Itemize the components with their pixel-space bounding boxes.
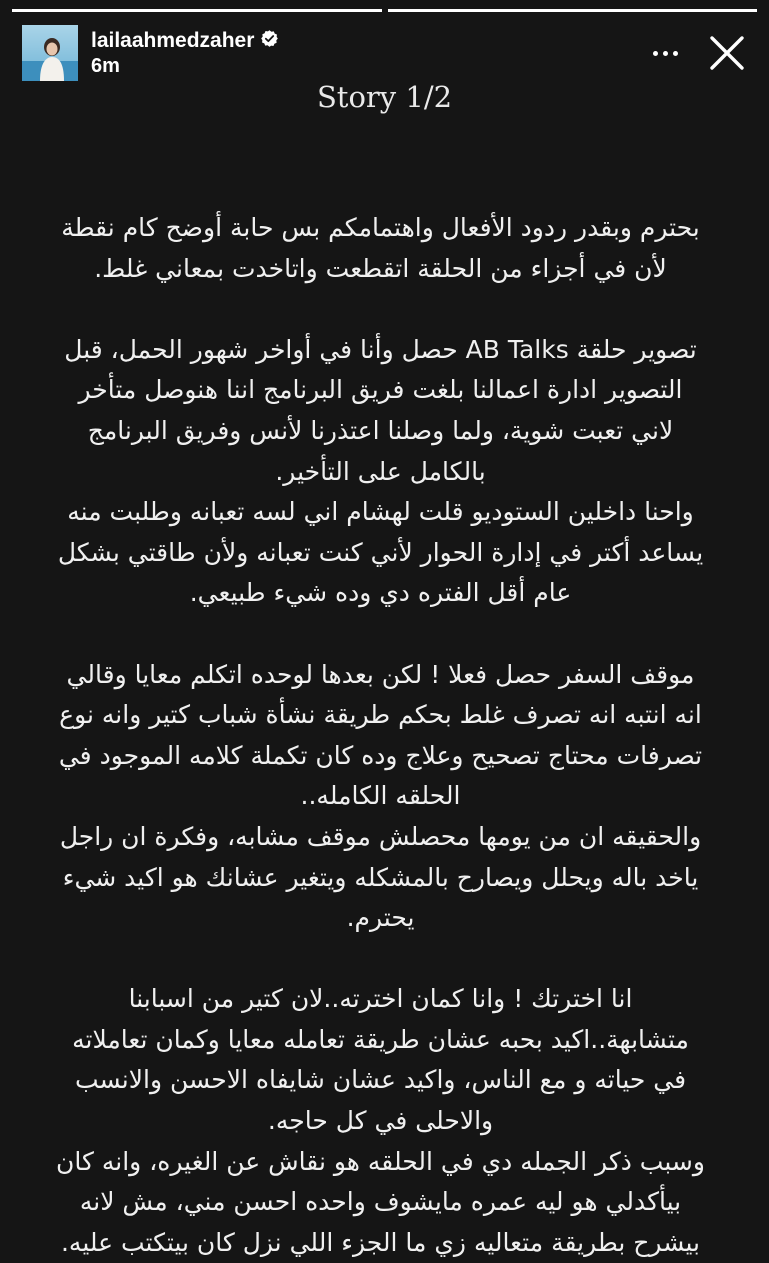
post-time: 6m bbox=[91, 54, 120, 77]
story-paragraph-4: موقف السفر حصل فعلا ! لكن بعدها لوحده اتكلم معايا وقالي انه انتبه انه تصرف غلط بحكم طريقة نشأة شباب كتير وانه نوع تصرفات محتاج تصحيح وعلاج وده كان تكملة كلامه الموجود في الحلقه الكامله.. bbox=[58, 659, 703, 811]
story-header bbox=[22, 24, 751, 82]
progress-segment-1 bbox=[12, 9, 382, 12]
more-dots-icon bbox=[673, 51, 678, 56]
more-dots-icon bbox=[663, 51, 668, 56]
story-progress-bar bbox=[12, 9, 757, 12]
story-title: Story 1/2 bbox=[316, 80, 453, 114]
paragraph-gap bbox=[56, 614, 705, 655]
more-options-button[interactable] bbox=[641, 29, 689, 77]
paragraph-gap bbox=[56, 939, 705, 980]
story-paragraph-1: بحترم وبقدر ردود الأفعال واهتمامكم بس حابة أوضح كام نقطة لأن في أجزاء من الحلقة اتقطعت واتاخدت بمعاني غلط. bbox=[61, 213, 700, 283]
avatar[interactable] bbox=[22, 25, 78, 81]
avatar-image bbox=[22, 25, 78, 81]
progress-fill-2 bbox=[388, 9, 758, 12]
username[interactable]: lailaahmedzaher bbox=[91, 28, 255, 52]
progress-fill-1 bbox=[12, 9, 382, 12]
story-paragraph-2: تصوير حلقة AB Talks حصل وأنا في أواخر شهور الحمل، قبل التصوير ادارة اعمالنا بلغت فريق البرنامج اننا هنوصل متأخر لاني تعبت شوية، ولما وصلنا اعتذرنا لأنس وفريق البرنامج بالكامل على التأخير. bbox=[64, 334, 697, 486]
more-dots-icon bbox=[653, 51, 658, 56]
story-paragraph-5: والحقيقه ان من يومها محصلش موقف مشابه، وفكرة ان راجل ياخد باله ويحلل ويصارح بالمشكله ويتغير عشانك هو اكيد شيء يحترم. bbox=[59, 821, 702, 933]
verified-badge-icon bbox=[260, 29, 279, 52]
story-paragraph-7: وسبب ذكر الجمله دي في الحلقه هو نقاش عن الغيره، وانه كان بيأكدلي هو ليه عمره مايشوف واحده احسن مني، مش لانه بيشرح بطريقة متعاليه زي ما الجزء اللي نزل كان بيتكتب عليه. bbox=[56, 1146, 705, 1257]
close-icon bbox=[708, 34, 746, 72]
close-button[interactable] bbox=[703, 29, 751, 77]
progress-segment-2 bbox=[388, 9, 758, 12]
name-row bbox=[91, 29, 279, 53]
paragraph-gap bbox=[56, 289, 705, 330]
story-paragraph-6: انا اخترتك ! وانا كمان اخترته..لان كتير من اسبابنا متشابهة..اكيد بحبه عشان طريقة تعامله معايا وكمان تعاملاته في حياته و مع الناس، واكيد عشان شايفاه الاحسن والانسب والاحلى في كل حاجه. bbox=[72, 984, 689, 1136]
story-meta bbox=[91, 29, 279, 78]
story-text bbox=[56, 208, 705, 1263]
story-paragraph-3: واحنا داخلين الستوديو قلت لهشام اني لسه تعبانه وطلبت منه يساعد أكتر في إدارة الحوار لأني كنت تعبانه ولأن طاقتي بشكل عام أقل الفتره دي وده شيء طبيعي. bbox=[57, 497, 704, 608]
